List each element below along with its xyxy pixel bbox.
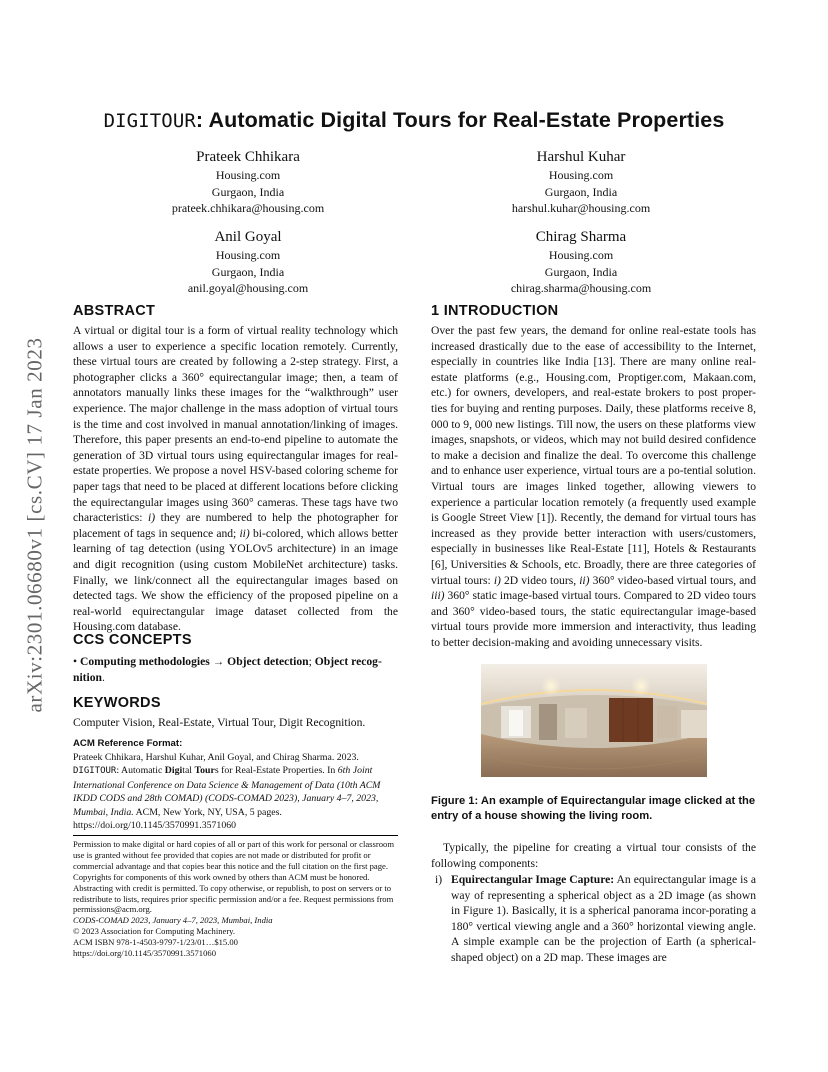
intro-paragraph-1: [431, 323, 756, 650]
list-number: i): [435, 873, 443, 886]
author-name: Harshul Kuhar: [536, 149, 626, 165]
permission-text: Permission to make digital or hard copies of all or part of this work for personal or classroom use is granted without fee provided that copies are not made or distributed for profit or commercial advantage and that copies bear this notice and the full citation on the first page. Copyrights for components of this work owned by others than ACM must be honored. Abstracting with credit is permitted. To copy otherwise, or republish, to post on servers or to redistribute to lists, requires prior specific permission and/or a fee. Request permissions from permissions@acm.org.: [73, 839, 394, 915]
abstract-body: they are numbered to help the photographer for placement of tags in sequence and;: [73, 511, 399, 540]
arxiv-identifier: arXiv:2301.06680v1 [cs.CV] 17 Jan 2023: [22, 337, 47, 713]
acm-reference: [73, 751, 398, 832]
author-email: chirag.sharma@housing.com: [510, 281, 652, 295]
acm-ref-bold: Tour: [194, 765, 215, 777]
paper-title: [0, 108, 828, 133]
abstract-body: bi-colored, which allows better learning of tag detection (using YOLOv5 architecture) in an image and digit recognition (using custom MobileNet architecture) tasks. Finally, we link/connect all the equirectangular images based on detected tags. We show the efficiency of the proposed pipeline on a real-world equirectangular image dataset collected from the Housing.com database.: [73, 526, 398, 634]
permission-isbn: ACM ISBN 978-1-4503-9797-1/23/01…$15.00: [73, 937, 238, 948]
abstract-enum: ii): [239, 526, 250, 540]
keywords-text: Computer Vision, Real-Estate, Virtual Tour, Digit Recognition.: [73, 716, 366, 729]
ccs-arrow: →: [212, 655, 225, 668]
author-email: prateek.chhikara@housing.com: [171, 201, 325, 215]
equirectangular-image: [481, 664, 707, 777]
intro-enum: iii): [431, 589, 445, 603]
permission-notice: [73, 839, 400, 959]
intro-text: 2D video tours,: [500, 573, 580, 587]
acm-ref-doi: ACM, New York, NY, USA, 5 pages. https://doi.org/10.1145/3570991.3571060: [73, 806, 282, 832]
abstract-heading: ABSTRACT: [73, 303, 156, 319]
footnote-rule: [73, 835, 398, 836]
list-item: [431, 872, 756, 966]
author-name: Prateek Chhikara: [196, 149, 300, 165]
ccs-term: Object recog-nition: [73, 655, 382, 684]
intro-paragraph-2: Typically, the pipeline for creating a virtual tour consists of the following components:: [431, 841, 756, 870]
author-block: [431, 227, 731, 297]
acm-ref-authors: Prateek Chhikara, Harshul Kuhar, Anil Goyal, and Chirag Sharma. 2023.: [73, 752, 359, 763]
keywords-heading: KEYWORDS: [73, 695, 161, 711]
author-org: Housing.com: [548, 168, 614, 182]
figure-caption: Figure 1: An example of Equirectangular image clicked at the entry of a house showing the living room.: [431, 795, 756, 822]
acm-ref-text: tal: [182, 765, 195, 777]
acm-ref-text: : Automatic: [116, 765, 165, 777]
author-org: Housing.com: [215, 248, 281, 262]
author-block: [98, 147, 398, 217]
intro-text: Over the past few years, the demand for online real-estate tools has increased drastically due to the ease of accessibility to the Internet, especially in countries like India [13]. There are many online real-estate platforms (e.g., Housing.com, Proptiger.com, Makaan.com, etc.) for owners, developers, and real-estate brokers to post proper-ties for buying and renting purposes. Daily, these platforms receive 8, 000 to 9, 000 new listings. Till now, the users on these platforms view images, snapshots, or videos, which may not build desired confidence to make a decision and finalize the deal. To overcome this challenge and to enhance user experience, virtual tours are a po-tential solution. Virtual tours are images linked together, allowing viewers to experience a particular location remotely (a frequently used example is Google Street View [1]). Recently, the demand for virtual tours has increased as they provide better interaction with users/customers, especially in businesses like Real-Estate [11], Hotels & Restaurants [6], Universities & Schools, etc. Broadly, there are three categories of virtual tours:: [431, 324, 756, 587]
author-location: Gurgaon, India: [211, 264, 285, 279]
author-email: harshul.kuhar@housing.com: [511, 201, 651, 215]
abstract-text: [73, 323, 398, 635]
title-mono: DIGITOUR: [103, 110, 196, 132]
author-name: Anil Goyal: [214, 229, 282, 245]
ccs-term: Computing methodologies: [79, 655, 210, 668]
author-block: [431, 147, 731, 217]
component-list: [431, 872, 756, 966]
abstract-body: A virtual or digital tour is a form of virtual reality technology which allows a user to experience a specific location remotely. Currently, these virtual tours are created by following a 2-step strategy. First, a photographer clicks a 360° equirectangular image; then, a team of annotators manually links these images for the “walkthrough” user experience. The major challenge in the mass adoption of virtual tours is the time and cost involved in manual annotation/linking of images. Therefore, this paper presents an end-to-end pipeline to automate the generation of 3D virtual tours using equirectangular images for real-estate properties. We propose a novel HSV-based coloring scheme for paper tags that need to be placed at different locations before clicking the equirectangular images using 360° cameras. These tags have two characteristics:: [73, 324, 398, 525]
ccs-bullet: •: [73, 655, 78, 668]
list-item-heading: Equirectangular Image Capture:: [451, 873, 615, 886]
author-location: Gurgaon, India: [544, 184, 618, 199]
intro-heading: 1 INTRODUCTION: [431, 303, 559, 319]
intro-text: 360° video-based virtual tours, and: [589, 573, 756, 587]
ccs-heading: CCS CONCEPTS: [73, 632, 192, 648]
author-org: Housing.com: [215, 168, 281, 182]
author-block: [98, 227, 398, 297]
acm-ref-venue: 6th Joint International Conference on Data Science & Management of Data (10th ACM IKDD CODS and 28th COMAD) (CODS-COMAD 2023), January 4–7, 2023, Mumbai, India.: [73, 765, 381, 818]
ccs-term: Object detection: [227, 655, 309, 668]
acm-ref-heading: ACM Reference Format:: [73, 738, 183, 749]
author-location: Gurgaon, India: [544, 264, 618, 279]
ccs-separator: ;: [308, 655, 312, 668]
ccs-concepts: [73, 654, 398, 685]
title-rest: : Automatic Digital Tours for Real-Estate Properties: [195, 108, 725, 132]
abstract-enum: i): [148, 511, 156, 525]
permission-doi: https://doi.org/10.1145/3570991.3571060: [73, 948, 216, 959]
acm-ref-mono: DIGITOUR: [73, 766, 117, 777]
author-location: Gurgaon, India: [211, 184, 285, 199]
permission-conference: CODS-COMAD 2023, January 4–7, 2023, Mumbai, India: [73, 915, 273, 926]
author-org: Housing.com: [548, 248, 614, 262]
acm-ref-bold: Digi: [164, 765, 183, 777]
author-name: Chirag Sharma: [535, 229, 627, 245]
arxiv-sidebar: [18, 290, 52, 760]
acm-ref-text: s for Real-Estate Properties. In: [214, 765, 338, 777]
permission-copyright: © 2023 Association for Computing Machinery.: [73, 926, 236, 937]
list-item-text: An equirectangular image is a way of representing a spherical object as a 2D image (as shown in Figure 1). Basically, it is a spherical panorama incor-porating a 180° vertical viewing angle and a 360° horizontal viewing angle. A simple example can be the projection of Earth (a spherical-shaped object) on a 2D map. These images are: [451, 873, 757, 964]
intro-enum: ii): [579, 573, 590, 587]
ccs-end: .: [102, 670, 105, 684]
author-email: anil.goyal@housing.com: [187, 281, 309, 295]
intro-text: 360° static image-based virtual tours. Compared to 2D video tours and 360° video-based tours, the static equirectangular image-based virtual tours provide more immersion and interactivity, thus leading to better decision-making and avoiding unnecessary visits.: [431, 589, 756, 649]
intro-enum: i): [493, 573, 501, 587]
